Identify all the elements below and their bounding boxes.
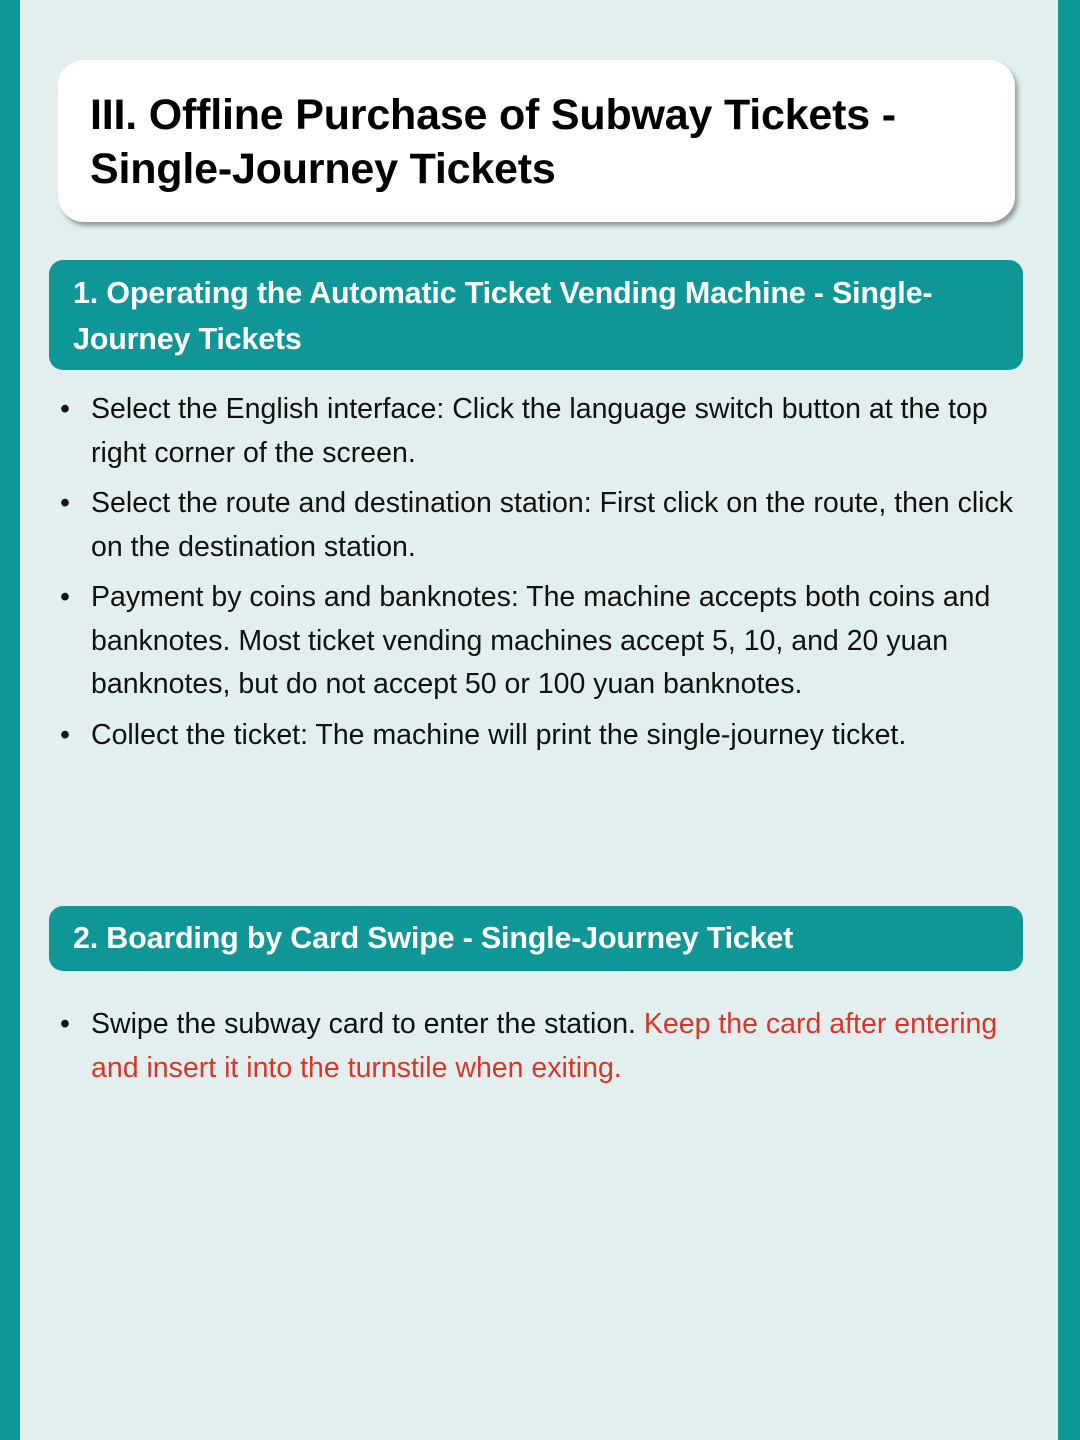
warning-text: Keep the card after entering and insert it into the turnstile when exiting. (91, 1008, 998, 1084)
content-panel (20, 0, 1058, 1440)
list-item-text: Collect the ticket: The machine will print the single-journey ticket. (91, 718, 907, 751)
section-2-heading: 2. Boarding by Card Swipe - Single-Journey Ticket (73, 921, 794, 955)
section-2-list (50, 1003, 1015, 1097)
list-item (50, 482, 1015, 569)
bullet-icon: • (60, 393, 70, 425)
list-item-text: Swipe the subway card to enter the station. (91, 1008, 636, 1040)
list-item-text: Select the English interface: Click the language switch button at the top right corner of the screen. (91, 393, 988, 469)
title-card (58, 60, 1015, 222)
bullet-icon: • (60, 487, 70, 519)
list-item (50, 1003, 1015, 1090)
page-title: III. Offline Purchase of Subway Tickets - Single-Journey Tickets (90, 91, 896, 193)
section-1-header (49, 260, 1023, 370)
bullet-icon: • (60, 581, 70, 613)
bullet-icon: • (60, 718, 70, 751)
list-item (50, 388, 1015, 475)
list-item-text: Payment by coins and banknotes: The machine accepts both coins and banknotes. Most ticket vending machines accept 5, 10, and 20 yuan banknotes, but do not accept 50 or 100 yuan banknotes. (91, 581, 991, 700)
list-item-text: Select the route and destination station: First click on the route, then click on the destination station. (91, 487, 1013, 563)
list-item (50, 576, 1015, 707)
section-1-list (50, 388, 1015, 764)
section-2-header (49, 906, 1023, 971)
section-1-heading: 1. Operating the Automatic Ticket Vending Machine - Single-Journey Tickets (73, 276, 933, 356)
list-item (50, 714, 1015, 758)
bullet-icon: • (60, 1008, 70, 1040)
